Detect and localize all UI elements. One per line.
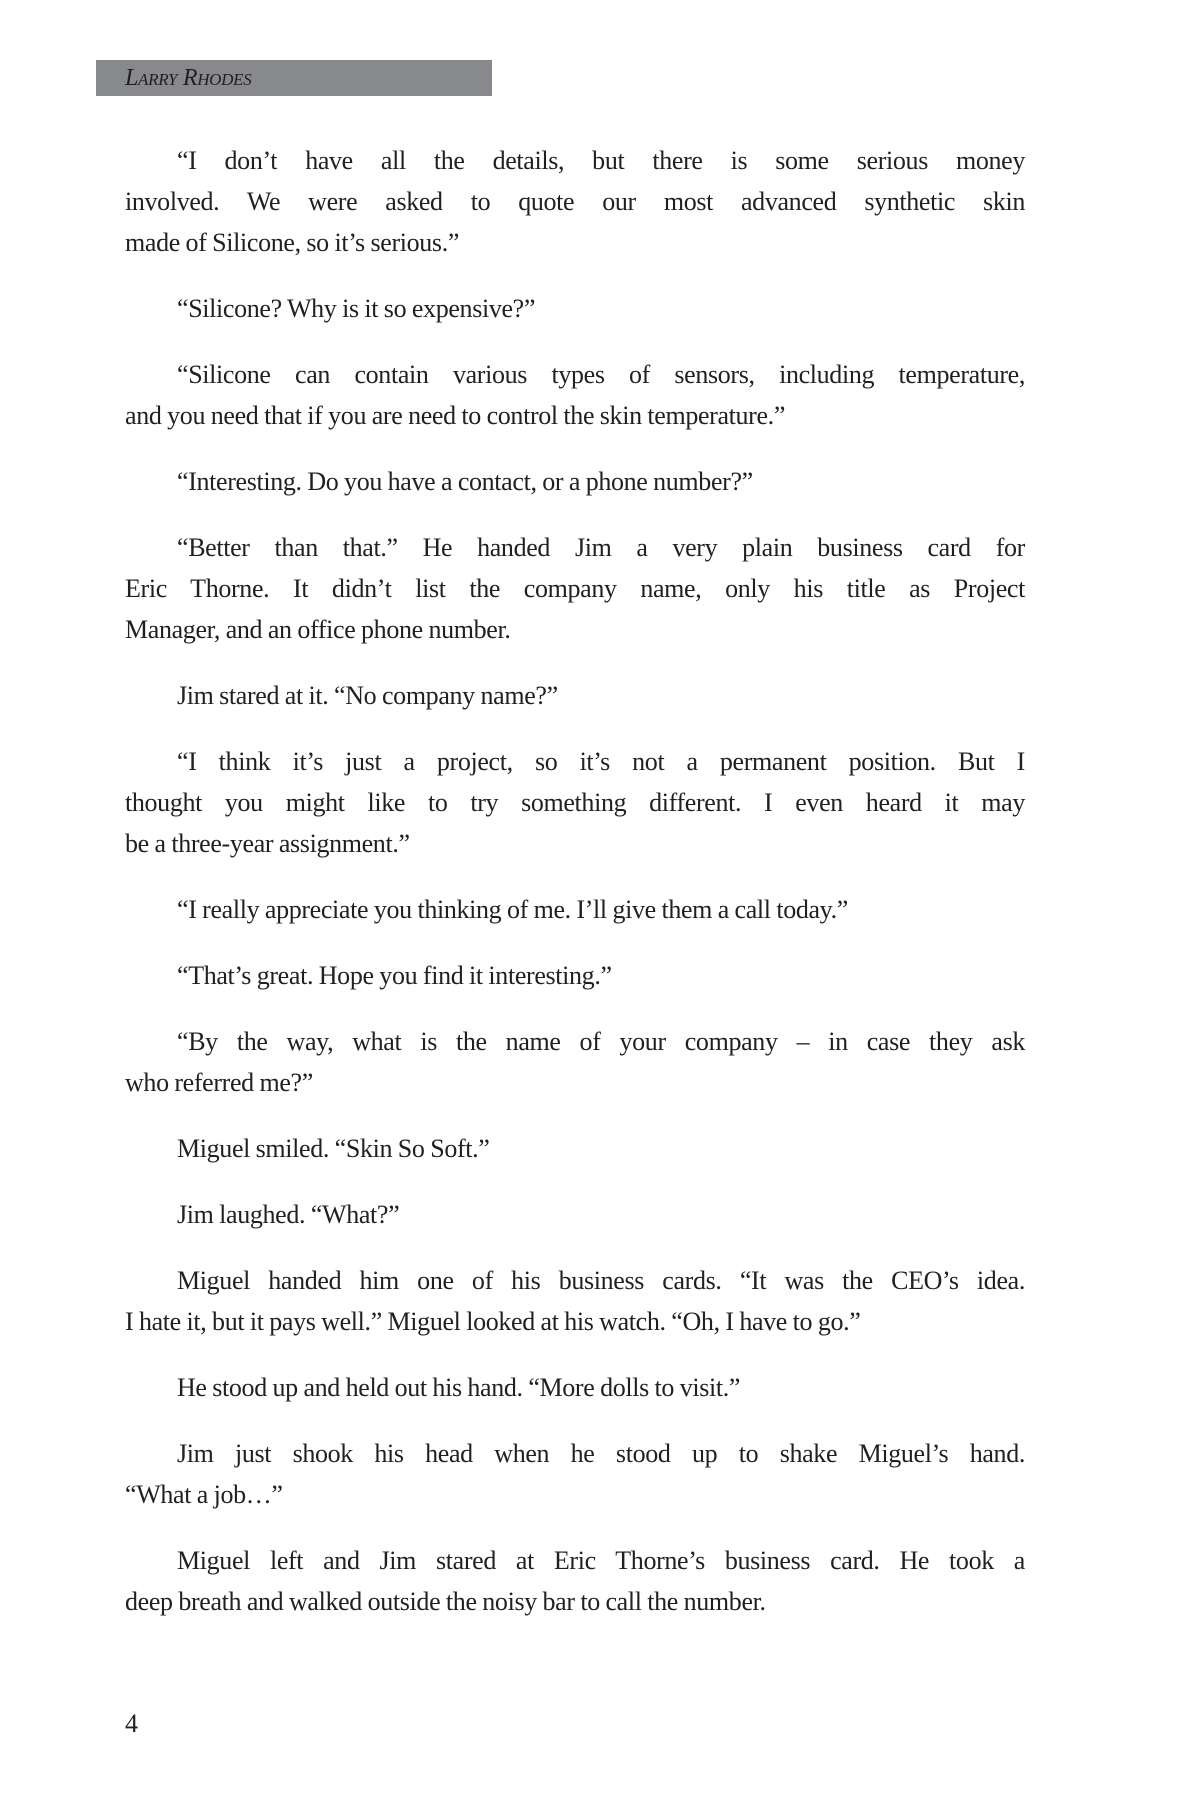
paragraph-line: “Silicone can contain various types of sensors, including temperature,: [177, 360, 1025, 389]
paragraph-line: I hate it, but it pays well.” Miguel looked at his watch. “Oh, I have to go.”: [125, 1307, 861, 1336]
paragraph: [125, 354, 1025, 436]
page-number: 4: [125, 1709, 138, 1738]
paragraph-line: “I don’t have all the details, but there is some serious money: [177, 146, 1025, 175]
paragraph-line: “What a job…”: [125, 1480, 283, 1509]
paragraph: [125, 955, 1025, 996]
paragraph-line: and you need that if you are need to control the skin temperature.”: [125, 401, 786, 430]
paragraph-line: “I really appreciate you thinking of me. I’ll give them a call today.”: [177, 895, 848, 924]
paragraph: [125, 1194, 1025, 1235]
paragraph: [125, 675, 1025, 716]
paragraph-line: “Interesting. Do you have a contact, or a phone number?”: [177, 467, 753, 496]
paragraph: [125, 527, 1025, 650]
paragraph: [125, 1433, 1025, 1515]
paragraph: [125, 889, 1025, 930]
paragraph-line: Miguel left and Jim stared at Eric Thorne’s business card. He took a: [177, 1546, 1025, 1575]
paragraph-line: “I think it’s just a project, so it’s not a permanent position. But I: [177, 747, 1025, 776]
paragraph-line: Miguel handed him one of his business cards. “It was the CEO’s idea.: [177, 1266, 1025, 1295]
paragraph: [125, 741, 1025, 864]
paragraph-line: involved. We were asked to quote our most advanced synthetic skin: [125, 187, 1025, 216]
paragraph-line: “By the way, what is the name of your company – in case they ask: [177, 1027, 1025, 1056]
paragraph-line: Miguel smiled. “Skin So Soft.”: [177, 1134, 490, 1163]
paragraph-line: Jim laughed. “What?”: [177, 1200, 400, 1229]
paragraph-line: thought you might like to try something different. I even heard it may: [125, 788, 1025, 817]
paragraph-line: deep breath and walked outside the noisy bar to call the number.: [125, 1587, 766, 1616]
paragraph: [125, 140, 1025, 263]
paragraph: [125, 288, 1025, 329]
paragraph-line: “Better than that.” He handed Jim a very plain business card for: [177, 533, 1025, 562]
paragraph: [125, 1540, 1025, 1622]
running-head-bar: [96, 60, 492, 96]
paragraph-line: Eric Thorne. It didn’t list the company name, only his title as Project: [125, 574, 1025, 603]
paragraph-line: made of Silicone, so it’s serious.”: [125, 228, 460, 257]
paragraph: [125, 1260, 1025, 1342]
paragraph-line: who referred me?”: [125, 1068, 313, 1097]
paragraph-line: Jim stared at it. “No company name?”: [177, 681, 558, 710]
paragraph: [125, 1021, 1025, 1103]
paragraph-line: be a three-year assignment.”: [125, 829, 410, 858]
paragraph-line: “That’s great. Hope you find it interesting.”: [177, 961, 612, 990]
paragraph-line: Manager, and an office phone number.: [125, 615, 511, 644]
paragraph-line: “Silicone? Why is it so expensive?”: [177, 294, 536, 323]
running-head-author: Larry Rhodes: [125, 65, 252, 91]
paragraph: [125, 1128, 1025, 1169]
paragraph-line: Jim just shook his head when he stood up to shake Miguel’s hand.: [177, 1439, 1025, 1468]
paragraph-line: He stood up and held out his hand. “More dolls to visit.”: [177, 1373, 741, 1402]
paragraph: [125, 1367, 1025, 1408]
body-text: [125, 140, 1025, 1647]
paragraph: [125, 461, 1025, 502]
